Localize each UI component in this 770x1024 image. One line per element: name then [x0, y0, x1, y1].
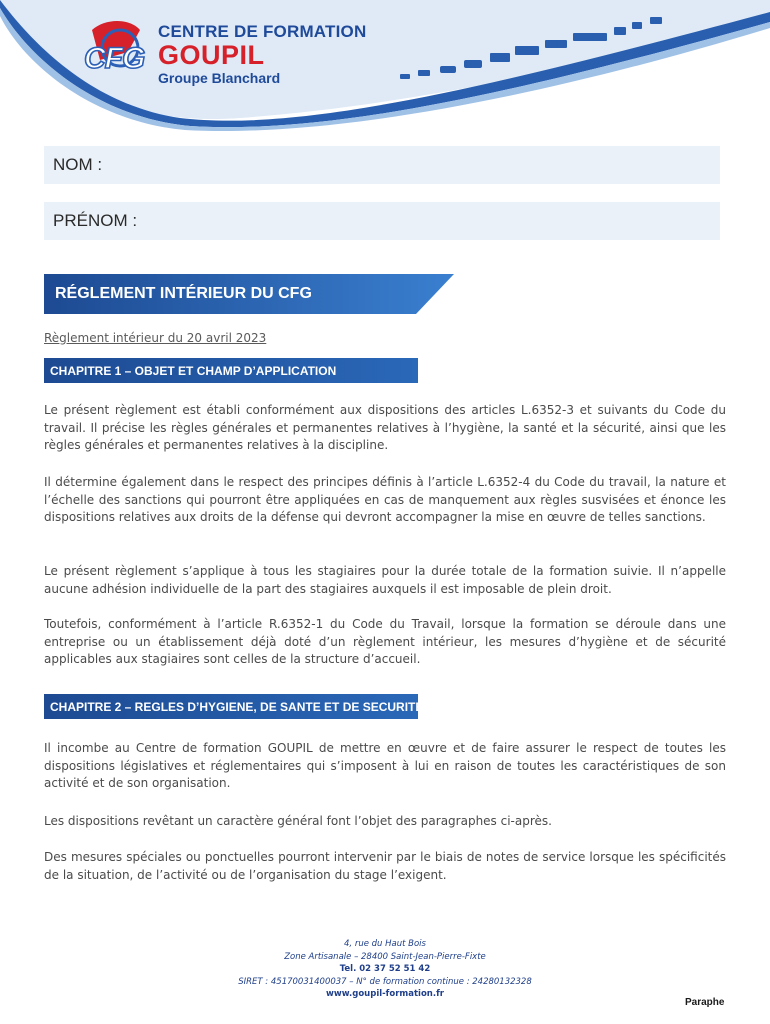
- brand-block: [158, 22, 366, 86]
- paragraph: Le présent règlement s’applique à tous les stagiaires pour la durée totale de la formation suivie. Il n’appelle aucune adhésion individuelle de la part des stagiaires auxquels il est imposable de plein droit.: [44, 564, 726, 596]
- footer-phone: Tel. 02 37 52 51 42: [339, 964, 431, 974]
- nom-field[interactable]: [44, 146, 720, 184]
- footer-website-link[interactable]: www.goupil-formation.fr: [326, 989, 444, 999]
- footer-address-line1: 4, rue du Haut Bois: [344, 939, 426, 949]
- paraphe-label: Paraphe: [685, 997, 725, 1008]
- paragraph: Toutefois, conformément à l’article R.6352-1 du Code du Travail, lorsque la formation se déroule dans une entreprise ou un établissement déjà doté d’un règlement intérieur, les mesures d’hygiène et de sécurité applicables aux stagiaires sont celles de la structure d’accueil.: [44, 617, 726, 666]
- cfg-logo: CFG: [84, 42, 145, 75]
- prenom-label: PRÉNOM :: [53, 211, 138, 230]
- brand-group: Groupe Blanchard: [158, 70, 281, 86]
- document-title-banner: [44, 274, 454, 314]
- brand-name: GOUPIL: [158, 40, 265, 70]
- paragraph: Le présent règlement est établi conformément aux dispositions des articles L.6352-3 et suivants du Code du travail. Il précise les règles générales et permanentes relatives à l’hygiène, la santé et la sécurité, ainsi que les règles générales et permanentes relatives à la discipline.: [44, 403, 726, 452]
- document-title: RÉGLEMENT INTÉRIEUR DU CFG: [55, 285, 312, 302]
- paragraph: Il détermine également dans le respect des principes définis à l’article L.6352-4 du Code du travail, la nature et l’échelle des sanctions qui pourront être appliquées en cas de manquement aux règles susvisées et énonce les dispositions relatives aux droits de la défense qui devront accompagner la mise en œuvre de telles sanctions.: [44, 475, 726, 524]
- chapter-2-heading: [44, 694, 424, 719]
- page-footer: [200, 938, 570, 1001]
- date-line: Règlement intérieur du 20 avril 2023: [44, 331, 267, 345]
- chapter-1-title: CHAPITRE 1 – OBJET ET CHAMP D’APPLICATION: [50, 364, 337, 378]
- paragraph: Des mesures spéciales ou ponctuelles pourront intervenir par le biais de notes de service lorsque les spécificités de la situation, de l’activité ou de l’organisation du stage l’exigent.: [44, 850, 726, 882]
- chapter-1-heading: [44, 358, 418, 383]
- footer-address-line2: Zone Artisanale – 28400 Saint-Jean-Pierre-Fixte: [284, 951, 486, 962]
- brand-title: CENTRE DE FORMATION: [158, 22, 367, 41]
- prenom-field[interactable]: [44, 202, 720, 240]
- footer-siret: SIRET : 45170031400037 – N° de formation continue : 24280132328: [238, 976, 532, 987]
- paragraph: Les dispositions revêtant un caractère général font l’objet des paragraphes ci-après.: [44, 814, 552, 828]
- page-header: [0, 0, 770, 135]
- nom-label: NOM :: [53, 155, 103, 174]
- paragraph: Il incombe au Centre de formation GOUPIL de mettre en œuvre et de faire assurer le respect de toutes les dispositions législatives et réglementaires qui s’imposent à lui en raison de toutes les caractéristiques de son activité et de son organisation.: [44, 741, 726, 790]
- chapter-2-title: CHAPITRE 2 – REGLES D’HYGIENE, DE SANTE ET DE SECURITE: [50, 700, 424, 714]
